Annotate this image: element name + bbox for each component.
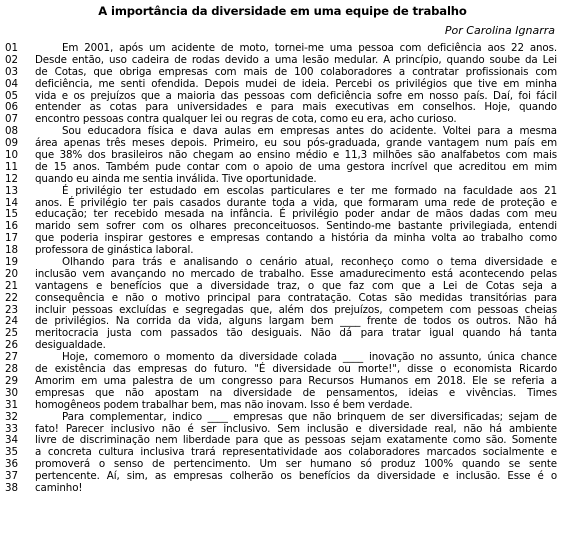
line-number: 21 [5, 279, 19, 292]
text-line [0, 79, 565, 91]
line-text: anos. É privilégio ter pais casados durante toda a vida, que formaram uma rede de proteção e [35, 196, 557, 209]
line-number: 27 [5, 351, 19, 364]
text-line [0, 281, 565, 293]
line-number: 35 [5, 446, 19, 459]
text-line [0, 162, 565, 174]
line-number: 04 [5, 77, 19, 90]
line-number: 08 [5, 125, 19, 138]
line-text: Sou educadora física e dava aulas em empresas antes do acidente. Voltei para a mesma [62, 125, 557, 138]
line-number: 01 [5, 42, 19, 54]
line-text: encontro pessoas contra qualquer lei ou regras de cota, como eu era, acho curioso. [35, 113, 457, 126]
line-text: inclusão vem avançando no mercado de trabalho. Esse amadurecimento está acontecendo pelas [35, 267, 557, 280]
article-body [0, 43, 565, 495]
line-text: Olhando para trás e analisando o cenário atual, reconheço como o tema diversidade e [62, 256, 557, 269]
line-number: 31 [5, 398, 19, 411]
line-text: homogêneos podem trabalhar bem, mas não inovam. Isso é bem verdade. [35, 398, 413, 411]
line-text: desigualdade. [35, 339, 106, 352]
line-text: quando eu ainda me sentia inválida. Tive oportunidade. [35, 172, 317, 185]
text-line [0, 400, 565, 412]
line-text: professora de ginástica laboral. [35, 244, 194, 257]
line-text: de 15 anos. Também pude contar com o apoio de uma gestora incrível que acreditou em mim [35, 160, 557, 173]
line-number: 36 [5, 458, 19, 471]
line-number: 23 [5, 303, 19, 316]
line-text: que 38% dos brasileiros não chegam ao ensino médio e 11,3 milhões são analfabetos com mais [35, 149, 557, 162]
line-number: 29 [5, 374, 19, 387]
line-number: 24 [5, 315, 19, 328]
text-line [0, 293, 565, 305]
line-number: 33 [5, 422, 19, 435]
line-number: 38 [5, 481, 19, 494]
line-text: caminho! [35, 481, 83, 494]
line-number: 26 [5, 339, 19, 352]
text-line [0, 186, 565, 198]
line-text: pertencente. Aí, sim, as empresas colherão os benefícios da diversidade e inclusão. Esse é o [35, 470, 557, 483]
line-text: vantagens e benefícios que a diversidade traz, o que faz com que a Lei de Cotas seja a [35, 279, 557, 292]
text-line [0, 55, 565, 67]
line-text: Em 2001, após um acidente de moto, tornei-me uma pessoa com deficiência aos 22 anos. [62, 42, 557, 54]
line-number: 28 [5, 363, 19, 376]
line-number: 18 [5, 244, 19, 257]
line-number: 11 [5, 160, 19, 173]
line-number: 17 [5, 232, 19, 245]
line-text: a concreta cultura inclusiva trará representatividade aos colaboradores marcados socialmente e [35, 446, 557, 459]
line-number: 13 [5, 184, 19, 197]
text-line [0, 483, 565, 495]
line-text: de Cotas, que obriga empresas com mais de 100 colaboradores a contratar profissionais com [35, 65, 557, 78]
article-author: Por Carolina Ignarra [444, 24, 555, 37]
line-number: 09 [5, 137, 19, 150]
line-text: entender as cotas para universidades e para mais executivas em conselhos. Hoje, quando [35, 101, 557, 114]
line-text: promoverá o senso de pertencimento. Um ser humano só produz 100% quando se sente [35, 458, 557, 471]
line-number: 22 [5, 291, 19, 304]
line-text: que poderia inspirar gestores e empresas contando a história da minha volta ao trabalho como [35, 232, 557, 245]
line-text: Desde então, uso cadeira de rodas devido a uma lesão medular. A princípio, quando soube da Lei [35, 53, 557, 66]
line-text: de existência das empresas do futuro. "É diversidade ou morte!", disse o economista Ricardo [35, 363, 557, 376]
text-line [0, 412, 565, 424]
line-number: 25 [5, 327, 19, 340]
line-text: vida e os prejuízos que a maioria das pessoas com deficiência sofre em nosso país. Daí, foi fácil [35, 89, 557, 102]
line-text: educação; ter recebido mesada na infância. É privilégio poder andar de mãos dadas com meu [35, 208, 557, 221]
line-number: 15 [5, 208, 19, 221]
line-number: 19 [5, 256, 19, 269]
line-text: incluir pessoas excluídas e segregadas que, além dos prejuízos, competem com pessoas cheias [35, 303, 557, 316]
line-text: É privilégio ter estudado em escolas particulares e ter me formado na faculdade aos 21 [62, 184, 557, 197]
line-number: 05 [5, 89, 19, 102]
text-line [0, 388, 565, 400]
line-number: 37 [5, 470, 19, 483]
line-text: área apenas três meses depois. Primeiro, eu sou pós-graduada, grande vantagem num país em [35, 137, 557, 150]
line-number: 16 [5, 220, 19, 233]
line-text: Amorim em uma palestra de um congresso para Recursos Humanos em 2018. Ele se referia a [35, 374, 557, 387]
line-number: 10 [5, 149, 19, 162]
line-number: 03 [5, 65, 19, 78]
line-number: 20 [5, 267, 19, 280]
line-number: 06 [5, 101, 19, 114]
text-line [0, 67, 565, 79]
line-number: 14 [5, 196, 19, 209]
line-text: empresas que não apostam na diversidade de pensamentos, ideias e vivências. Times [35, 386, 557, 399]
line-text: meritocracia justa com passados tão desiguais. Não dá para tratar igual quando há tanta [35, 327, 557, 340]
line-number: 07 [5, 113, 19, 126]
line-text: fato! Parecer inclusivo não é ser inclusivo. Sem inclusão e diversidade real, não há ambiente [35, 422, 557, 435]
line-number: 02 [5, 53, 19, 66]
line-text: de privilégios. Na corrida da vida, alguns largam bem ____ frente de todos os outros. Não há [35, 315, 557, 328]
line-number: 32 [5, 410, 19, 423]
line-text: livre de discriminação nem liberdade para que as pessoas sejam exatamente como são. Somente [35, 434, 557, 447]
text-line [0, 174, 565, 186]
text-line [0, 471, 565, 483]
line-number: 12 [5, 172, 19, 185]
line-text: deficiência, me senti ofendida. Depois mudei de ideia. Percebi os privilégios que tive em minha [35, 77, 557, 90]
line-number: 34 [5, 434, 19, 447]
line-text: Para complementar, indico ____ empresas que não brinquem de ser diversificadas; sejam de [62, 410, 557, 423]
line-text: consequência e não o motivo principal para contratação. Cotas são medidas transitórias para [35, 291, 557, 304]
line-number: 30 [5, 386, 19, 399]
article-title: A importância da diversidade em uma equipe de trabalho [98, 4, 467, 18]
line-text: Hoje, comemoro o momento da diversidade colada ____ inovação no assunto, única chance [62, 351, 557, 364]
line-text: marido sem sofrer com os olhares preconceituosos. Sentindo-me bastante privilegiada, entendi [35, 220, 557, 233]
